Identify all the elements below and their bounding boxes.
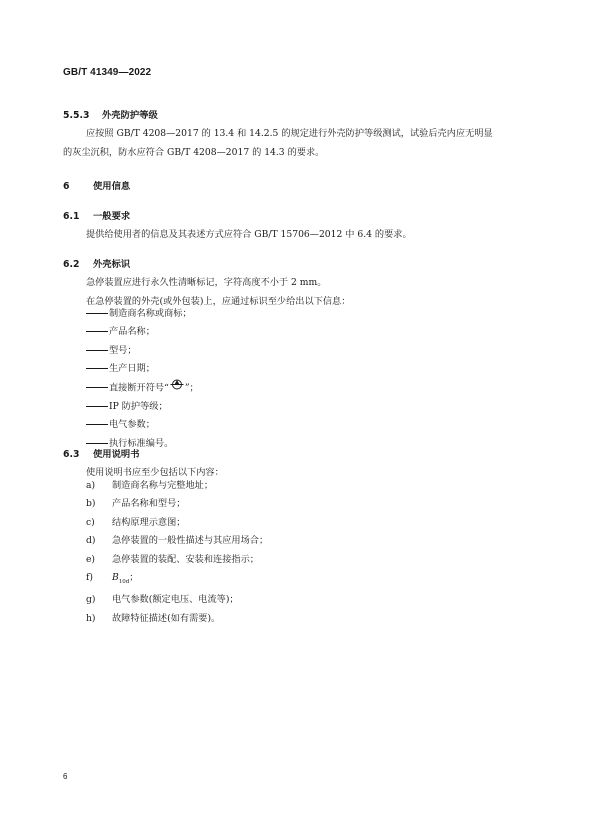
- manual-contents-list: [86, 477, 268, 628]
- list-item: 直接断开符号“ ”；: [86, 379, 199, 398]
- paragraph-line: 在急停装置的外壳(或外包装)上，应通过标识至少给出以下信息：: [86, 296, 351, 307]
- list-item: 制造商名称或商标；: [86, 305, 199, 323]
- section-title: 外壳防护等级: [102, 110, 158, 121]
- dash-marker: [86, 406, 108, 407]
- list-item: a) 制造商名称与完整地址；: [86, 480, 214, 491]
- list-item: 产品名称；: [86, 323, 199, 341]
- paragraph-line: 急停装置应进行永久性清晰标记，字符高度不小于 2 mm。: [86, 277, 327, 288]
- list-item: e) 急停装置的装配、安装和连接指示；: [86, 553, 259, 565]
- list-item: 电气参数；: [86, 416, 199, 434]
- list-item: IP 防护等级；: [86, 398, 199, 416]
- dash-marker: [86, 387, 108, 388]
- list-item: b) 产品名称和型号；: [86, 498, 186, 510]
- dash-marker: [86, 313, 108, 314]
- dash-marker: [86, 350, 108, 351]
- section-6-heading: [63, 178, 130, 192]
- paragraph-line: 应按照 GB/T 4208—2017 的 13.4 和 14.2.5 的规定进行外壳防护等级测试，试验后壳内应无明显: [86, 128, 493, 139]
- list-item: 执行标准编号。: [86, 435, 199, 453]
- section-title: 使用说明书: [93, 449, 140, 460]
- list-item: d) 急停装置的一般性描述与其应用场合；: [86, 535, 269, 547]
- list-item: h) 故障特征描述(如有需要)。: [86, 612, 221, 624]
- list-item: g) 电气参数(额定电压、电流等)；: [86, 594, 239, 606]
- dash-marker: [86, 443, 108, 444]
- dash-marker: [86, 331, 108, 332]
- section-title: 外壳标识: [93, 259, 131, 270]
- list-item: 型号；: [86, 342, 199, 360]
- list-item: 生产日期；: [86, 360, 199, 378]
- section-number: 6.2: [63, 259, 80, 270]
- dash-marker: [86, 368, 108, 369]
- b10d-term: $B_{10d}$: [112, 572, 130, 585]
- section-title: 一般要求: [93, 211, 131, 222]
- section-title: 使用信息: [93, 181, 131, 192]
- direct-opening-action-symbol-icon: [170, 379, 184, 397]
- section-5-5-3-heading: [63, 107, 158, 121]
- section-number: 6: [63, 181, 70, 192]
- list-item: c) 结构原理示意图；: [86, 516, 186, 528]
- section-number: 6.1: [63, 211, 80, 222]
- section-number: 6.3: [63, 449, 80, 460]
- standard-code-header: GB/T 41349—2022: [63, 67, 152, 78]
- section-6-3-heading: [63, 446, 140, 460]
- paragraph-line: 提供给使用者的信息及其表述方式应符合 GB/T 15706—2012 中 6.4 的要求。: [86, 229, 412, 240]
- paragraph-line: 的灰尘沉积，防水应符合 GB/T 4208—2017 的 14.3 的要求。: [63, 147, 325, 158]
- paragraph-line: 使用说明书应至少包括以下内容：: [86, 467, 224, 478]
- list-item: f) $B_{10d}$；: [86, 572, 139, 585]
- section-6-1-heading: [63, 208, 130, 222]
- dash-marker: [86, 424, 108, 425]
- section-number: 5.5.3: [63, 110, 90, 121]
- marking-list: [86, 305, 199, 453]
- page-number: 6: [63, 772, 68, 781]
- section-6-2-heading: [63, 256, 130, 270]
